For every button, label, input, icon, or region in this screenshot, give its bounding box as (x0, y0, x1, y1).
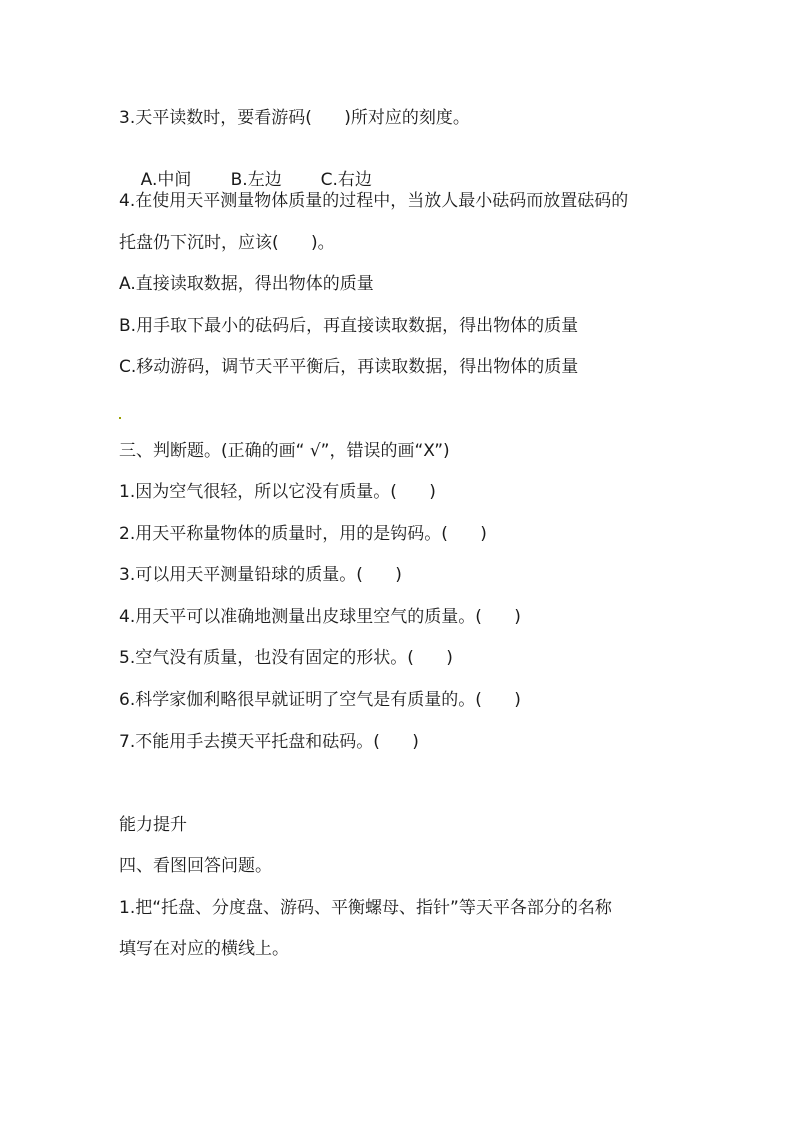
section-3-title: 三、判断题。(正确的画“ √”，错误的画“X”) (119, 441, 450, 461)
question-4-option-c: C.移动游码，调节天平平衡后，再读取数据，得出物体的质量 (119, 357, 579, 377)
question-4-choice-line-2: 托盘仍下沉时，应该( )。 (119, 233, 335, 253)
judge-item: 5.空气没有质量，也没有固定的形状。( ) (119, 648, 453, 668)
section-4-title: 四、看图回答问题。 (119, 856, 272, 876)
stray-dot (119, 417, 121, 419)
judge-item: 2.用天平称量物体的质量时，用的是钩码。( ) (119, 524, 487, 544)
question-1-line-2: 填写在对应的横线上。 (119, 939, 289, 959)
option-a: A.中间 (140, 170, 192, 190)
judge-item: 6.科学家伽利略很早就证明了空气是有质量的。( ) (119, 690, 521, 710)
judge-item: 4.用天平可以准确地测量出皮球里空气的质量。( ) (119, 607, 521, 627)
question-4-choice-line-1: 4.在使用天平测量物体质量的过程中，当放人最小砝码而放置砝码的 (119, 191, 629, 211)
ability-title: 能力提升 (119, 815, 187, 835)
option-c: C.右边 (320, 170, 372, 190)
judge-item: 1.因为空气很轻，所以它没有质量。( ) (119, 482, 436, 502)
judge-item: 3.可以用天平测量铅球的质量。( ) (119, 565, 402, 585)
question-4-option-b: B.用手取下最小的砝码后，再直接读取数据，得出物体的质量 (119, 316, 579, 336)
question-3-choice: 3.天平读数时，要看游码( )所对应的刻度。 (119, 108, 470, 128)
question-4-option-a: A.直接读取数据，得出物体的质量 (119, 274, 374, 294)
question-1-line-1: 1.把“托盘、分度盘、游码、平衡螺母、指针”等天平各部分的名称 (119, 898, 612, 918)
judge-item: 7.不能用手去摸天平托盘和砝码。( ) (119, 732, 419, 752)
option-b: B.左边 (230, 170, 282, 190)
